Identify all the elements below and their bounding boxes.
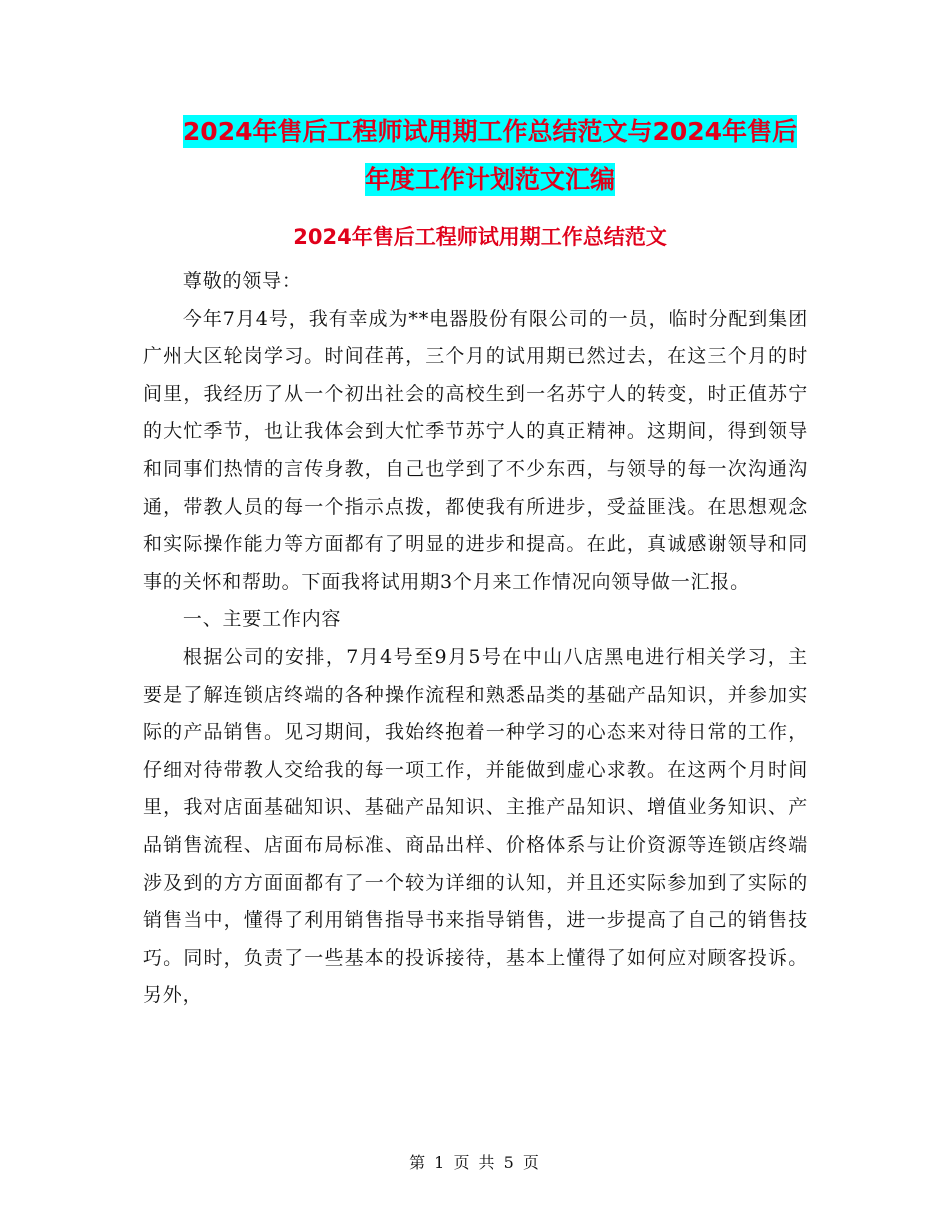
document-body	[143, 263, 808, 1015]
section-heading: 一、主要工作内容	[182, 608, 342, 631]
page-footer: 第 1 页 共 5 页	[409, 1153, 541, 1172]
section-title: 2024年售后工程师试用期工作总结范文	[293, 225, 667, 249]
document-title-line-1: 2024年售后工程师试用期工作总结范文与2024年售后	[182, 117, 798, 146]
salutation: 尊敬的领导：	[182, 270, 302, 292]
body-paragraph: 今年7月4号，我有幸成为**电器股份有限公司的一员，临时分配到集团广州大区轮岗学习。时间荏苒，三个月的试用期已然过去，在这三个月的时间里，我经历了从一个初出社会的高校生到一名苏宁人的转变，时正值苏宁的大忙季节，也让我体会到大忙季节苏宁人的真正精神。这期间，得到领导和同事们热情的言传身教，自己也学到了不少东西，与领导的每一次沟通沟通，带教人员的每一个指示点拨，都使我有所进步，受益匪浅。在思想观念和实际操作能力等方面都有了明显的进步和提高。在此，真诚感谢领导和同事的关怀和帮助。下面我将试用期3个月来工作情况向领导做一汇报。	[143, 307, 808, 593]
document-title-line-2: 年度工作计划范文汇编	[364, 165, 615, 194]
document-title	[140, 108, 840, 204]
body-paragraph: 根据公司的安排，7月4号至9月5号在中山八店黑电进行相关学习，主要是了解连锁店终端的各种操作流程和熟悉品类的基础产品知识，并参加实际的产品销售。见习期间，我始终抱着一种学习的心态来对待日常的工作，仔细对待带教人交给我的每一项工作，并能做到虚心求教。在这两个月时间里，我对店面基础知识、基础产品知识、主推产品知识、增值业务知识、产品销售流程、店面布局标准、商品出样、价格体系与让价资源等连锁店终端涉及到的方方面面都有了一个较为详细的认知，并且还实际参加到了实际的销售当中，懂得了利用销售指导书来指导销售，进一步提高了自己的销售技巧。同时，负责了一些基本的投诉接待，基本上懂得了如何应对顾客投诉。另外，	[143, 645, 808, 1007]
